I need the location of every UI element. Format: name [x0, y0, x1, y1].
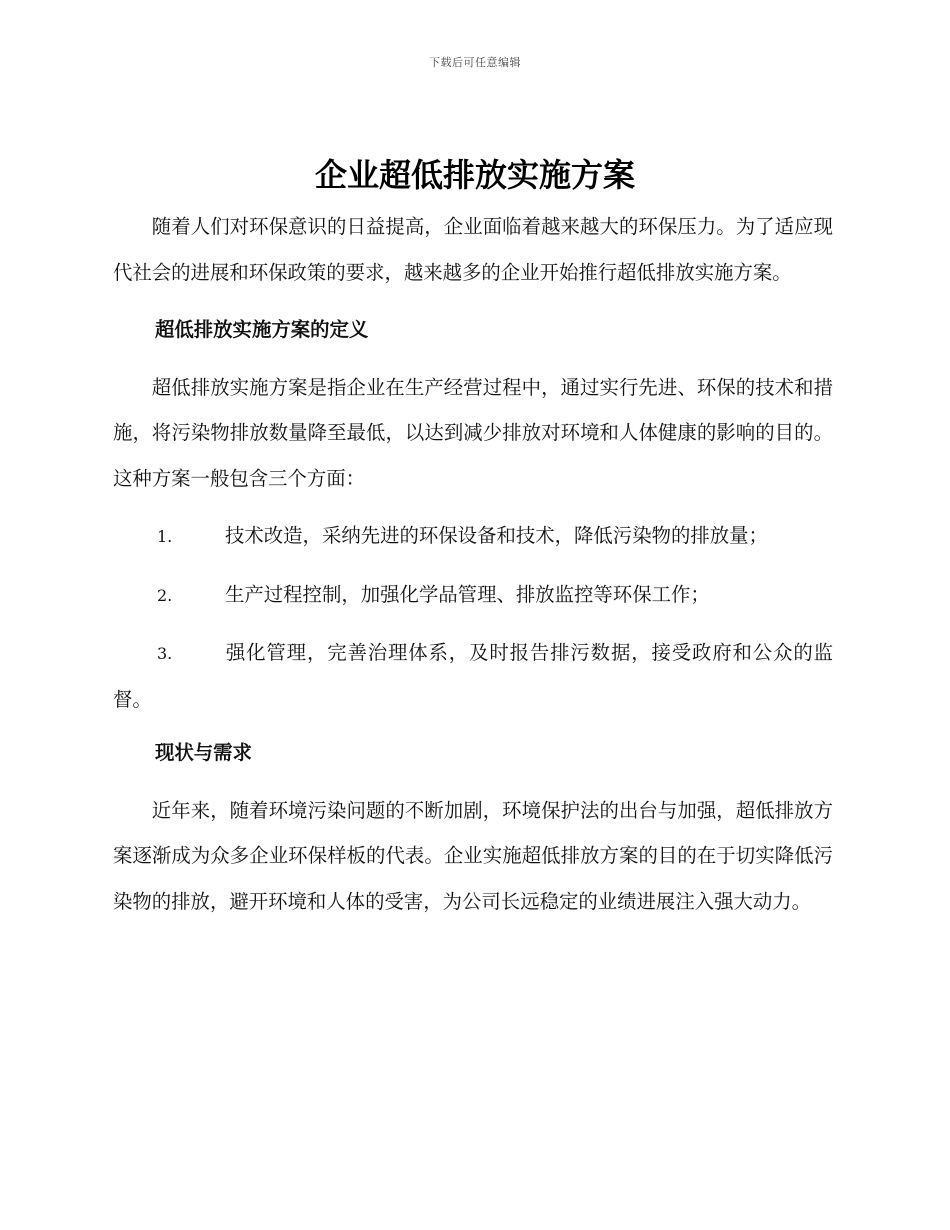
section-heading-status: 现状与需求 [155, 741, 252, 764]
list-item [113, 630, 833, 722]
document-body [113, 204, 833, 936]
list-item [113, 513, 833, 560]
list-number: 2. [157, 585, 173, 605]
intro-paragraph: 随着人们对环保意识的日益提高，企业面临着越来越大的环保压力。为了适应现代社会的进展和环保政策的要求，越来越多的企业开始推行超低排放实施方案。 [113, 215, 833, 284]
document-title: 企业超低排放实施方案 [314, 156, 635, 194]
list-number: 3. [157, 644, 173, 663]
list-item-text: 技术改造，采纳先进的环保设备和技术，降低污染物的排放量； [225, 524, 768, 547]
list-item-text: 强化管理，完善治理体系，及时报告排污数据，接受政府和公众的监督。 [113, 641, 833, 711]
section-heading-definition: 超低排放实施方案的定义 [155, 318, 369, 341]
list-item [113, 572, 833, 619]
list-number: 1. [157, 527, 173, 546]
status-paragraph: 近年来，随着环境污染问题的不断加剧，环境保护法的出台与加强，超低排放方案逐渐成为众多企业环保样板的代表。企业实施超低排放方案的目的在于切实降低污染物的排放，避开环境和人体的受害，为公司长远稳定的业绩进展注入强大动力。 [113, 798, 833, 913]
list-item-text: 生产过程控制，加强化学品管理、排放监控等环保工作； [225, 582, 710, 606]
page-header-note: 下载后可任意编辑 [429, 56, 521, 69]
definition-paragraph: 超低排放实施方案是指企业在生产经营过程中，通过实行先进、环保的技术和措施，将污染物排放数量降至最低，以达到减少排放对环境和人体健康的影响的目的。这种方案一般包含三个方面： [113, 375, 833, 490]
